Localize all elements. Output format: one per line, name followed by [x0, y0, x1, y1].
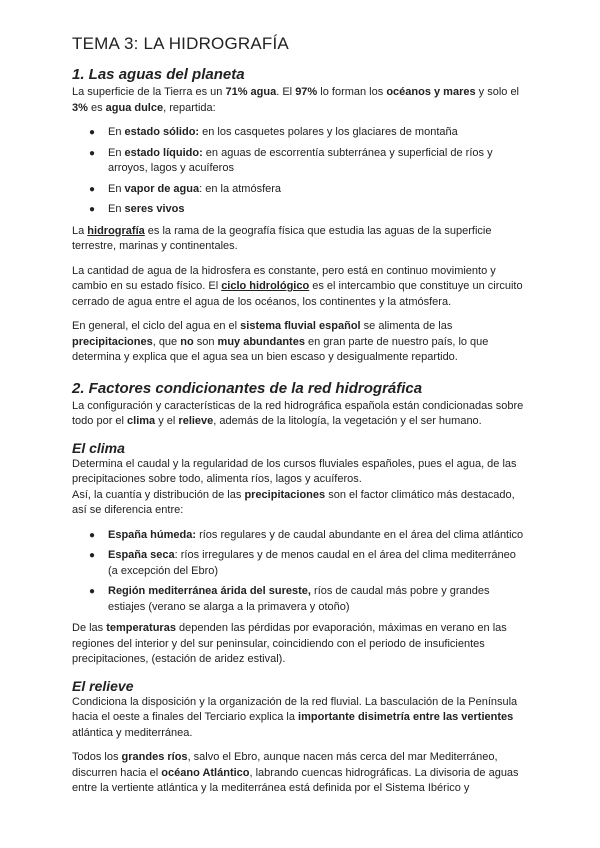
paragraph: Todos los grandes ríos, salvo el Ebro, aunque nacen más cerca del mar Mediterráneo, discurren hacia el océano Atlántico, labrando cuencas hidrográficas. La divisoria de aguas entre la vertiente atlántica y la mediterránea está definida por el Sistema Ibérico y	[72, 751, 519, 794]
text-run: hidrografía	[87, 224, 145, 237]
paragraph: En general, el ciclo del agua en el sistema fluvial español se alimenta de las precipitaciones, que no son muy abundantes en gran parte de nuestro país, lo que determina y explica que el agua sea un bien escaso y desigualmente repartido.	[72, 320, 489, 363]
page-title: TEMA 3: LA HIDROGRAFÍA	[72, 34, 289, 53]
list-item: ● España húmeda: ríos regulares y de caudal abundante en el área del clima atlántico	[108, 528, 528, 544]
bullet-icon: ●	[89, 183, 96, 195]
text-run: Región mediterránea árida del sureste,	[108, 585, 311, 597]
paragraph: La configuración y características de la red hidrográfica española están condicionadas sobre todo por el clima y el relieve, además de la litología, la vegetación y el ser humano.	[72, 399, 524, 427]
bullet-icon: ●	[89, 147, 96, 159]
text-run: estado líquido:	[124, 146, 203, 159]
bullet-list	[72, 528, 528, 616]
text-run: océanos y mares	[386, 86, 476, 98]
list-item: ● España seca: ríos irregulares y de menos caudal en el área del clima mediterráneo (a excepción del Ebro)	[89, 549, 516, 577]
text-run: temperaturas	[106, 622, 176, 634]
text-run: relieve	[178, 415, 214, 427]
text-run: grandes ríos	[121, 751, 188, 763]
text-run: clima	[127, 415, 156, 427]
bullet-icon: ●	[89, 586, 96, 597]
text-run: precipitaciones	[72, 335, 153, 348]
subheading-clima: El clima	[72, 439, 125, 456]
bullet-icon: ●	[89, 204, 96, 215]
list-item: ● En estado sólido: en los casquetes polares y los glaciares de montaña	[108, 125, 528, 141]
list-item: ● En seres vivos	[108, 202, 528, 218]
section-heading-aguas: 1. Las aguas del planeta	[72, 66, 245, 83]
bullet-list	[72, 125, 528, 218]
text-run: agua dulce	[105, 101, 164, 114]
text-run: España seca	[108, 549, 175, 561]
list-item: ● En estado líquido: en aguas de escorrentía subterránea y superficial de ríos y arroyos, lagos y acuíferos	[89, 146, 493, 174]
bullet-icon: ●	[89, 550, 96, 561]
text-run: sistema fluvial español	[240, 320, 361, 332]
bullet-icon: ●	[89, 529, 96, 541]
text-run: vapor de agua	[124, 182, 200, 195]
text-run: no	[180, 335, 194, 348]
text-run: 71% agua	[225, 86, 277, 98]
text-run: estado sólido:	[124, 126, 200, 138]
text-run: 3%	[72, 101, 88, 114]
paragraph: Así, la cuantía y distribución de las precipitaciones son el factor climático más destacado, así se diferencia entre:	[72, 488, 515, 516]
subheading-relieve: El relieve	[72, 677, 134, 694]
paragraph: De las temperaturas dependen las pérdidas por evaporación, máximas en verano en las regiones del interior y del sur peninsular, coincidiendo con el periodo de insuficientes precipitaciones, (estación de aridez estival).	[72, 622, 507, 665]
text-run: océano Atlántico	[161, 766, 250, 779]
document-page	[72, 34, 528, 806]
paragraph: Condiciona la disposición y la organización de la red fluvial. La basculación de la Península hacia el oeste a finales del Terciario explica la importante disimetría entre las vertientes atlántica y mediterránea.	[72, 695, 518, 739]
paragraph: Determina el caudal y la regularidad de los cursos fluviales españoles, pues el agua, de las precipitaciones sobre todo, alimenta ríos, lagos y acuíferos.	[72, 457, 517, 485]
text-run: precipitaciones	[244, 488, 326, 501]
text-run: importante disimetría entre las vertientes	[298, 711, 514, 723]
paragraph: La superficie de la Tierra es un 71% agua. El 97% lo forman los océanos y mares y solo el 3% es agua dulce, repartida:	[72, 86, 520, 114]
list-item: ● En vapor de agua: en la atmósfera	[108, 182, 528, 198]
text-run: España húmeda:	[108, 528, 197, 541]
text-run: muy abundantes	[217, 335, 305, 348]
paragraph: La cantidad de agua de la hidrosfera es constante, pero está en continuo movimiento y cambio en su estado físico. El ciclo hidrológico es el intercambio que constituye un circuito cerrado de agua entre el agua de los océanos, los continentes y la atmósfera.	[72, 264, 523, 308]
section-heading-factores: 2. Factores condicionantes de la red hidrográfica	[72, 379, 423, 397]
text-run: seres vivos	[124, 203, 185, 215]
paragraph: La hidrografía es la rama de la geografía física que estudia las aguas de la superficie terrestre, marinas y continentales.	[72, 224, 492, 252]
text-run: 97%	[295, 86, 318, 98]
text-run: ciclo hidrológico	[221, 280, 310, 292]
bullet-icon: ●	[89, 127, 96, 138]
list-item: ● Región mediterránea árida del sureste, ríos de caudal más pobre y grandes estiajes (verano se alarga a la primavera y otoño)	[89, 585, 490, 613]
